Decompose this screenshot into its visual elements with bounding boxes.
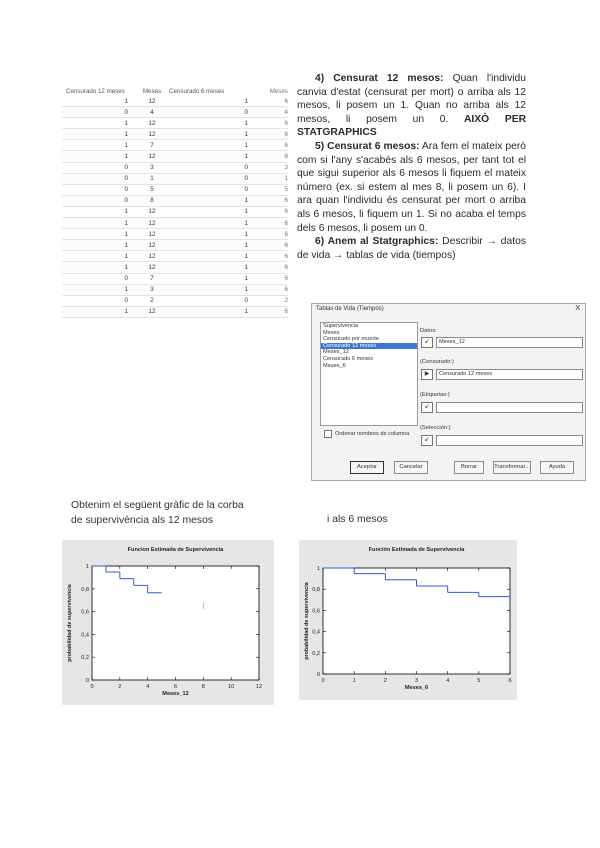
table-cell: 12 <box>148 208 156 216</box>
instructions-text <box>297 72 526 262</box>
table-cell: 1 <box>124 153 128 161</box>
table-cell: 8 <box>150 197 154 205</box>
x-tick-label: 1 <box>352 678 356 684</box>
table-cell: 6 <box>284 286 288 294</box>
table-cell: 12 <box>148 153 156 161</box>
table-cell: 4 <box>150 108 154 116</box>
table-cell: 1 <box>244 130 248 138</box>
table-cell: 6 <box>284 230 288 238</box>
table-cell: 1 <box>150 175 154 183</box>
x-tick-label: 5 <box>477 678 481 684</box>
table-cell: 12 <box>148 252 156 260</box>
table-row <box>62 262 288 273</box>
table-row <box>62 174 288 185</box>
step-6: 6) Anem al Statgraphics: Describir → datos de vida → tablas de vida (tiempos) <box>297 236 526 261</box>
survival-chart-12-months <box>62 540 274 705</box>
table-cell: 6 <box>284 130 288 138</box>
table-cell: 1 <box>124 252 128 260</box>
table-cell: 0 <box>244 108 248 116</box>
ayuda-button[interactable]: Ayuda <box>540 461 574 474</box>
table-cell: 1 <box>244 286 248 294</box>
checkbox-box[interactable] <box>324 430 332 438</box>
table-cell: 1 <box>284 175 288 183</box>
table-cell: 1 <box>124 286 128 294</box>
x-tick-label: 6 <box>173 684 178 690</box>
header-censurado-6: Censurado 6 meses <box>169 87 225 95</box>
table-cell: 1 <box>124 308 128 316</box>
table-row <box>62 229 288 240</box>
y-tick-label: 1 <box>316 566 320 572</box>
table-cell: 1 <box>124 241 128 249</box>
life-tables-dialog <box>311 303 586 481</box>
table-cell: 1 <box>124 130 128 138</box>
close-icon[interactable]: X <box>575 305 580 312</box>
table-cell: 0 <box>244 175 248 183</box>
variable-list-item[interactable]: Censurado por muerte <box>323 336 379 343</box>
x-tick-label: 12 <box>255 684 263 690</box>
table-cell: 1 <box>244 252 248 260</box>
table-cell: 1 <box>244 97 248 105</box>
table-cell: 3 <box>150 286 154 294</box>
y-tick-label: 0,6 <box>312 608 320 615</box>
variable-list-item[interactable]: Supervivencia <box>323 323 359 329</box>
y-tick-label: 0,6 <box>81 609 89 616</box>
table-cell: 1 <box>244 263 248 271</box>
variable-list-item[interactable]: Meses_12 <box>323 349 349 356</box>
y-tick-label: 0,8 <box>312 587 320 594</box>
header-meses: Meses <box>142 87 162 95</box>
header-meses-6: Meses <box>269 87 288 95</box>
table-cell: 3 <box>284 164 288 172</box>
censurado-field[interactable]: Censurado 12 meses <box>436 369 583 380</box>
table-cell: 5 <box>150 186 154 194</box>
table-cell: 6 <box>284 153 288 161</box>
table-cell: 3 <box>150 164 154 172</box>
seleccion-label: (Selección:) <box>420 425 451 431</box>
chart-title: Funcion Estimada de Supervivencia <box>127 547 224 553</box>
dialog-title: Tablas de Vida (Tiempos) <box>316 306 384 312</box>
x-tick-label: 0 <box>321 678 325 684</box>
variable-list-item[interactable]: Censurado 6 meses <box>323 355 374 362</box>
variable-list-item[interactable]: Meses_6 <box>323 362 346 369</box>
x-tick-label: 4 <box>446 678 450 684</box>
table-cell: 4 <box>284 108 288 116</box>
table-cell: 0 <box>124 175 128 183</box>
variable-list[interactable] <box>320 322 418 426</box>
table-cell: 6 <box>284 219 288 227</box>
step-5: 5) Censurat 6 mesos: Ara fem el mateix però com si l'any s'acabés als 6 mesos, per tant tot el que sigui superior als 6 mesos li fiquem el mateix número (ex. si estem al mes 8, li posem un 6). I ara quan l'individu és censurat per mort o arriba als 6 mesos, li fiquem un 1. Si no acaba el temps dels 6 mesos, li posem un 0. <box>297 140 526 234</box>
table-row <box>62 118 288 129</box>
etiquetas-field[interactable] <box>436 402 583 413</box>
table-cell: 1 <box>244 197 248 205</box>
table-cell: 6 <box>284 97 288 105</box>
table-row <box>62 129 288 140</box>
step-4: 4) Censurat 12 mesos: Quan l'individu canvia d'estat (censurat per mort) o arriba als 12 mesos, li posem un 1. Quan no arriba als 12 mesos, li posem un 0. AIXÒ PER STATGRAPHICS <box>297 73 527 139</box>
table-cell: 0 <box>244 186 248 194</box>
transformar-button[interactable]: Transformar... <box>493 461 531 474</box>
datos-arrow-button[interactable]: ↙ <box>421 337 433 348</box>
etiquetas-arrow-button[interactable]: ↙ <box>421 402 433 413</box>
table-row <box>62 107 288 118</box>
x-axis-label: Meses_6 <box>404 685 429 691</box>
table-cell: 5 <box>284 186 288 194</box>
x-tick-label: 8 <box>201 684 205 690</box>
table-cell: 1 <box>244 119 248 127</box>
table-cell: 6 <box>284 308 288 316</box>
table-cell: 0 <box>244 297 248 305</box>
table-cell: 12 <box>148 230 156 238</box>
table-cell: 1 <box>124 208 128 216</box>
table-cell: 6 <box>284 275 288 283</box>
table-cell: 1 <box>124 219 128 227</box>
table-cell: 6 <box>284 197 288 205</box>
table-row <box>62 163 288 174</box>
x-tick-label: 2 <box>118 684 122 690</box>
seleccion-field[interactable] <box>436 435 583 446</box>
table-cell: 0 <box>124 197 128 205</box>
etiquetas-label: (Etiquetas:) <box>420 392 450 398</box>
table-cell: 12 <box>148 308 156 316</box>
plot-area <box>92 566 259 680</box>
datos-label: Datos: <box>420 328 437 334</box>
table-cell: 6 <box>284 208 288 216</box>
x-tick-label: 2 <box>383 678 387 684</box>
table-cell: 1 <box>124 230 128 238</box>
table-row <box>62 285 288 296</box>
x-tick-label: 10 <box>228 684 235 690</box>
table-cell: 2 <box>284 297 288 305</box>
table-row <box>62 296 288 307</box>
variable-list-item[interactable]: Censurado 12 meses <box>321 343 417 350</box>
caption-12-months: Obtenim el següent gràfic de la corba de supervivència als 12 mesos <box>71 500 244 526</box>
y-tick-label: 0 <box>316 672 320 678</box>
table-cell: 7 <box>150 141 154 149</box>
survival-chart-6-months <box>299 540 517 700</box>
table-row <box>62 140 288 151</box>
aceptar-button[interactable]: Aceptar <box>350 461 384 474</box>
table-cell: 12 <box>148 97 156 105</box>
table-cell: 1 <box>124 97 128 105</box>
chart-title: Función Estimada de Supervivencia <box>368 547 465 553</box>
caption-6-months: i als 6 mesos <box>327 514 388 525</box>
table-cell: 1 <box>244 230 248 238</box>
y-tick-label: 0,2 <box>81 655 89 662</box>
table-cell: 1 <box>244 275 248 283</box>
header-censurado-12: Censurado 12 meses <box>66 87 125 95</box>
table-cell: 1 <box>244 153 248 161</box>
table-row <box>62 251 288 262</box>
variable-list-item[interactable]: Meses <box>323 329 340 336</box>
table-cell: 1 <box>244 219 248 227</box>
x-tick-label: 6 <box>508 678 512 684</box>
borrar-button[interactable]: Borrar <box>454 461 484 474</box>
cancelar-button[interactable]: Cancelar <box>394 461 428 474</box>
table-row <box>62 307 288 318</box>
table-cell: 1 <box>124 119 128 127</box>
data-table <box>62 86 288 318</box>
table-row <box>62 96 288 107</box>
table-cell: 1 <box>124 141 128 149</box>
y-axis-label: probabilidad de supervivencia <box>304 582 310 660</box>
y-tick-label: 1 <box>85 564 89 570</box>
table-cell: 12 <box>148 241 156 249</box>
table-cell: 7 <box>150 275 154 283</box>
table-header <box>62 86 288 96</box>
table-cell: 12 <box>148 119 156 127</box>
y-tick-label: 0,2 <box>312 650 320 657</box>
table-cell: 0 <box>244 164 248 172</box>
table-cell: 6 <box>284 252 288 260</box>
seleccion-arrow-button[interactable]: ↙ <box>421 435 433 446</box>
table-cell: 1 <box>124 263 128 271</box>
table-cell: 6 <box>284 141 288 149</box>
x-tick-label: 4 <box>146 684 150 690</box>
x-tick-label: 3 <box>414 678 419 684</box>
y-tick-label: 0 <box>85 678 89 684</box>
y-tick-label: 0,4 <box>81 632 89 639</box>
table-row <box>62 151 288 162</box>
table-row <box>62 185 288 196</box>
table-cell: 12 <box>148 219 156 227</box>
table-cell: 2 <box>150 297 154 305</box>
table-cell: 0 <box>124 297 128 305</box>
sort-columns-checkbox[interactable]: Ordenar nombres de columna <box>324 430 409 438</box>
table-cell: 0 <box>124 186 128 194</box>
table-row <box>62 240 288 251</box>
table-cell: 6 <box>284 119 288 127</box>
table-cell: 1 <box>244 208 248 216</box>
censurado-arrow-button[interactable]: ▶ <box>421 369 433 380</box>
y-tick-label: 0,4 <box>312 629 320 636</box>
table-cell: 0 <box>124 164 128 172</box>
table-row <box>62 196 288 207</box>
table-cell: 1 <box>244 141 248 149</box>
table-cell: 6 <box>284 263 288 271</box>
table-cell: 1 <box>244 241 248 249</box>
table-row <box>62 274 288 285</box>
table-cell: 1 <box>244 308 248 316</box>
x-tick-label: 0 <box>90 684 94 690</box>
table-row <box>62 207 288 218</box>
y-tick-label: 0,8 <box>81 586 89 593</box>
table-row <box>62 218 288 229</box>
table-cell: 0 <box>124 275 128 283</box>
censurado-label: (Censurado:) <box>420 359 454 365</box>
table-cell: 12 <box>148 263 156 271</box>
table-cell: 0 <box>124 108 128 116</box>
datos-field[interactable]: Meses_12 <box>436 337 583 348</box>
table-cell: 12 <box>148 130 156 138</box>
x-axis-label: Meses_12 <box>162 691 189 697</box>
table-cell: 6 <box>284 241 288 249</box>
y-axis-label: probabilidad de supervivencia <box>67 584 73 662</box>
